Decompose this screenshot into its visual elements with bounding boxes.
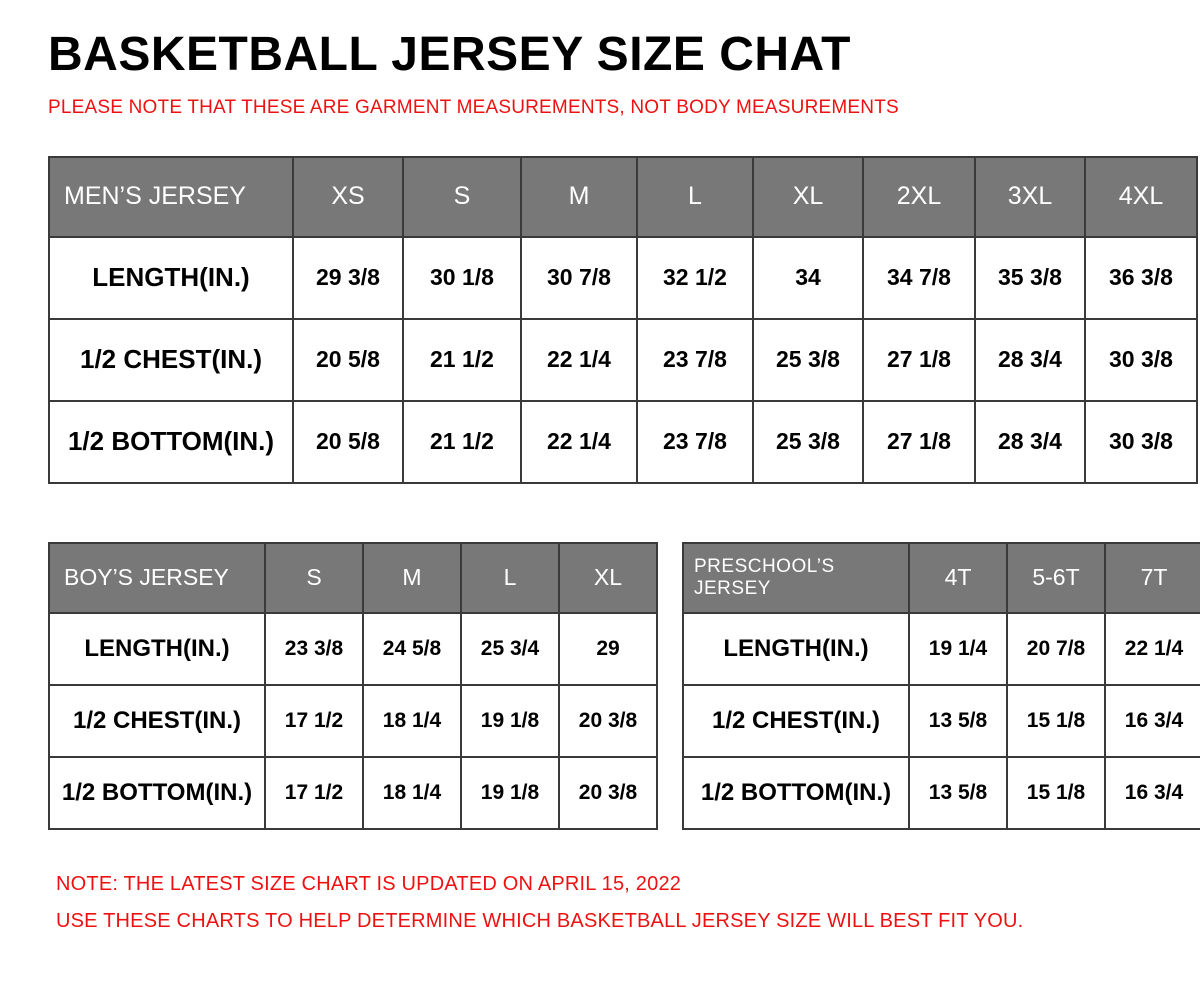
table-cell: 20 3/8	[559, 757, 657, 829]
mens-jersey-table	[48, 156, 1198, 484]
table-cell: 15 1/8	[1007, 757, 1105, 829]
table-cell: 30 7/8	[521, 237, 637, 319]
table-cell: 34	[753, 237, 863, 319]
table-header-row	[49, 157, 1197, 237]
column-header: L	[637, 157, 753, 237]
column-header: 5-6T	[1007, 543, 1105, 613]
column-header: M	[521, 157, 637, 237]
table-cell: 21 1/2	[403, 319, 521, 401]
top-note: PLEASE NOTE THAT THESE ARE GARMENT MEASUREMENTS, NOT BODY MEASUREMENTS	[48, 97, 899, 119]
table-cell: 23 3/8	[265, 613, 363, 685]
table-row	[49, 401, 1197, 483]
table-cell: 20 3/8	[559, 685, 657, 757]
column-header: XL	[753, 157, 863, 237]
table-row	[683, 685, 1200, 757]
table-row	[683, 613, 1200, 685]
table-header-row	[683, 543, 1200, 613]
table-cell: 23 7/8	[637, 319, 753, 401]
table-cell: 29 3/8	[293, 237, 403, 319]
table-cell: 21 1/2	[403, 401, 521, 483]
column-header: 4T	[909, 543, 1007, 613]
row-header: 1/2 BOTTOM(IN.)	[49, 401, 293, 483]
table-cell: 34 7/8	[863, 237, 975, 319]
preschool-jersey-table	[682, 542, 1200, 830]
table-row	[683, 757, 1200, 829]
table-cell: 30 3/8	[1085, 319, 1197, 401]
table-row	[49, 237, 1197, 319]
table-cell: 13 5/8	[909, 757, 1007, 829]
table-cell: 25 3/4	[461, 613, 559, 685]
table-row	[49, 685, 657, 757]
bottom-notes	[56, 866, 1176, 940]
column-header: XL	[559, 543, 657, 613]
secondary-tables-row	[48, 542, 1184, 830]
table-cell: 25 3/8	[753, 401, 863, 483]
row-header: 1/2 BOTTOM(IN.)	[683, 757, 909, 829]
column-header: 3XL	[975, 157, 1085, 237]
column-header: 7T	[1105, 543, 1200, 613]
table-cell: 16 3/4	[1105, 757, 1200, 829]
table-row	[49, 319, 1197, 401]
column-header: XS	[293, 157, 403, 237]
column-header: L	[461, 543, 559, 613]
table-cell: 27 1/8	[863, 319, 975, 401]
table-cell: 29	[559, 613, 657, 685]
table-cell: 28 3/4	[975, 319, 1085, 401]
table-cell: 13 5/8	[909, 685, 1007, 757]
table-row	[49, 613, 657, 685]
row-header: LENGTH(IN.)	[49, 237, 293, 319]
table-cell: 24 5/8	[363, 613, 461, 685]
table-cell: 16 3/4	[1105, 685, 1200, 757]
row-header: 1/2 CHEST(IN.)	[683, 685, 909, 757]
table-cell: 36 3/8	[1085, 237, 1197, 319]
table-cell: 20 7/8	[1007, 613, 1105, 685]
bottom-note-line: USE THESE CHARTS TO HELP DETERMINE WHICH BASKETBALL JERSEY SIZE WILL BEST FIT YOU.	[56, 909, 1024, 932]
table-cell: 18 1/4	[363, 685, 461, 757]
table-cell: 25 3/8	[753, 319, 863, 401]
row-header: 1/2 CHEST(IN.)	[49, 319, 293, 401]
table-cell: 32 1/2	[637, 237, 753, 319]
table-cell: 28 3/4	[975, 401, 1085, 483]
column-header: M	[363, 543, 461, 613]
table-cell: 15 1/8	[1007, 685, 1105, 757]
column-header: 2XL	[863, 157, 975, 237]
table-header-row	[49, 543, 657, 613]
table-row	[49, 757, 657, 829]
table-cell: 20 5/8	[293, 401, 403, 483]
table-cell: 19 1/4	[909, 613, 1007, 685]
row-header: LENGTH(IN.)	[49, 613, 265, 685]
page-title: BASKETBALL JERSEY SIZE CHAT	[48, 28, 851, 81]
table-cell: 20 5/8	[293, 319, 403, 401]
row-header: 1/2 BOTTOM(IN.)	[49, 757, 265, 829]
column-header: S	[265, 543, 363, 613]
table-cell: 30 3/8	[1085, 401, 1197, 483]
table-cell: 17 1/2	[265, 757, 363, 829]
row-header: LENGTH(IN.)	[683, 613, 909, 685]
table-cell: 17 1/2	[265, 685, 363, 757]
column-header: 4XL	[1085, 157, 1197, 237]
bottom-note-line: NOTE: THE LATEST SIZE CHART IS UPDATED ON APRIL 15, 2022	[56, 872, 682, 895]
column-header: PRESCHOOL’S JERSEY	[683, 543, 909, 613]
boys-jersey-table	[48, 542, 658, 830]
table-cell: 22 1/4	[1105, 613, 1200, 685]
table-cell: 30 1/8	[403, 237, 521, 319]
table-cell: 19 1/8	[461, 685, 559, 757]
column-header: S	[403, 157, 521, 237]
table-cell: 35 3/8	[975, 237, 1085, 319]
column-header: MEN’S JERSEY	[49, 157, 293, 237]
table-cell: 19 1/8	[461, 757, 559, 829]
column-header: BOY’S JERSEY	[49, 543, 265, 613]
table-cell: 27 1/8	[863, 401, 975, 483]
table-cell: 22 1/4	[521, 319, 637, 401]
table-cell: 22 1/4	[521, 401, 637, 483]
table-cell: 23 7/8	[637, 401, 753, 483]
table-cell: 18 1/4	[363, 757, 461, 829]
row-header: 1/2 CHEST(IN.)	[49, 685, 265, 757]
